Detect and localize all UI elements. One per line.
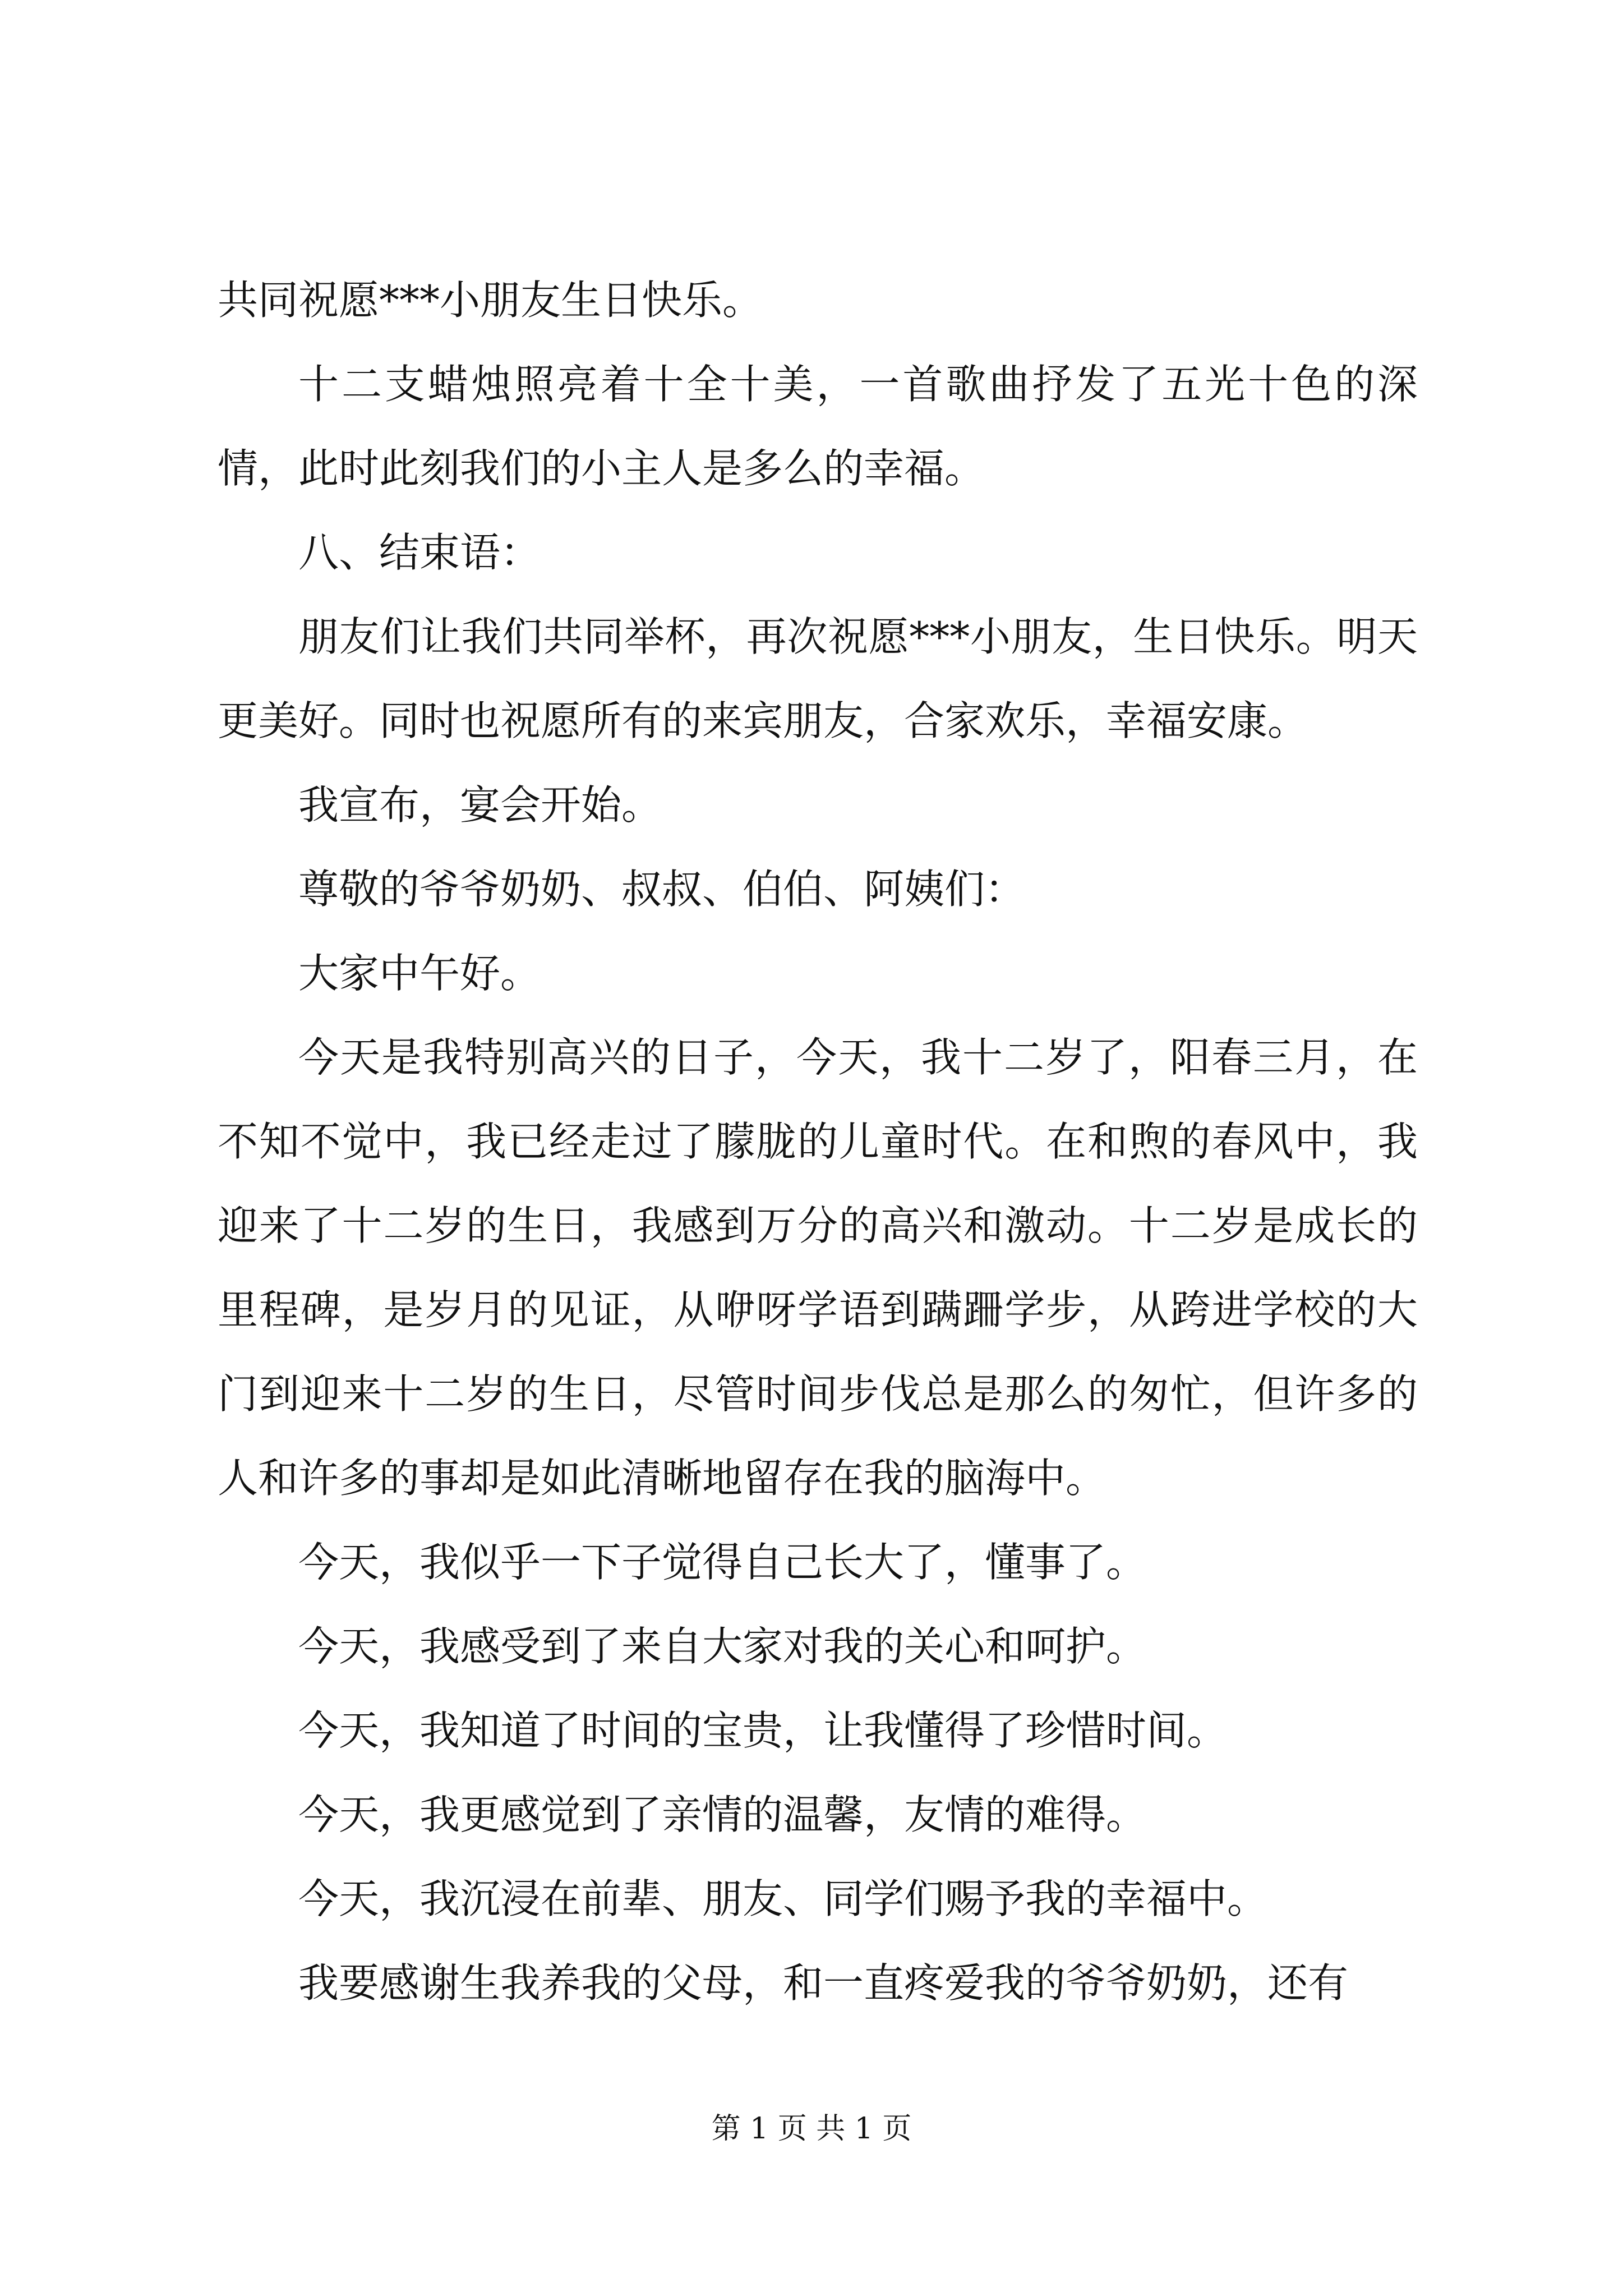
paragraph-5: 我宣布，宴会开始。 [298, 781, 662, 829]
paragraph-4: 朋友们让我们共同举杯，再次祝愿***小朋友，生日快乐。明天更美好。同时也祝愿所有的来宾朋友，合家欢乐，幸福安康。 [218, 613, 1418, 744]
page-number-label: 第 1 页 共 1 页 [711, 2112, 912, 2146]
document-body [218, 258, 1418, 2025]
page-footer [0, 2109, 1623, 2148]
paragraph-8: 今天是我特别高兴的日子，今天，我十二岁了，阳春三月，在不知不觉中，我已经走过了朦胧的儿童时代。在和煦的春风中，我迎来了十二岁的生日，我感到万分的高兴和激动。十二岁是成长的里程碑，是岁月的见证，从咿呀学语到蹒跚学步，从跨进学校的大门到迎来十二岁的生日，尽管时间步伐总是那么的匆忙，但许多的人和许多的事却是如此清晰地留存在我的脑海中。 [218, 1034, 1418, 1502]
paragraph-11: 今天，我知道了时间的宝贵，让我懂得了珍惜时间。 [298, 1707, 1228, 1754]
section-heading-ending: 八、结束语： [298, 529, 541, 576]
paragraph-7: 大家中午好。 [298, 950, 541, 997]
paragraph-10: 今天，我感受到了来自大家对我的关心和呵护。 [298, 1623, 1147, 1670]
paragraph-12: 今天，我更感觉到了亲情的温馨，友情的难得。 [298, 1791, 1147, 1838]
paragraph-6: 尊敬的爷爷奶奶、叔叔、伯伯、阿姨们： [298, 866, 1026, 913]
paragraph-2: 十二支蜡烛照亮着十全十美，一首歌曲抒发了五光十色的深情，此时此刻我们的小主人是多么的幸福。 [218, 361, 1418, 492]
paragraph-9: 今天，我似乎一下子觉得自己长大了，懂事了。 [298, 1539, 1147, 1586]
paragraph-1: 共同祝愿***小朋友生日快乐。 [218, 277, 763, 324]
paragraph-14: 我要感谢生我养我的父母，和一直疼爱我的爷爷奶奶，还有 [298, 1959, 1349, 2007]
paragraph-13: 今天，我沉浸在前辈、朋友、同学们赐予我的幸福中。 [298, 1875, 1268, 1922]
